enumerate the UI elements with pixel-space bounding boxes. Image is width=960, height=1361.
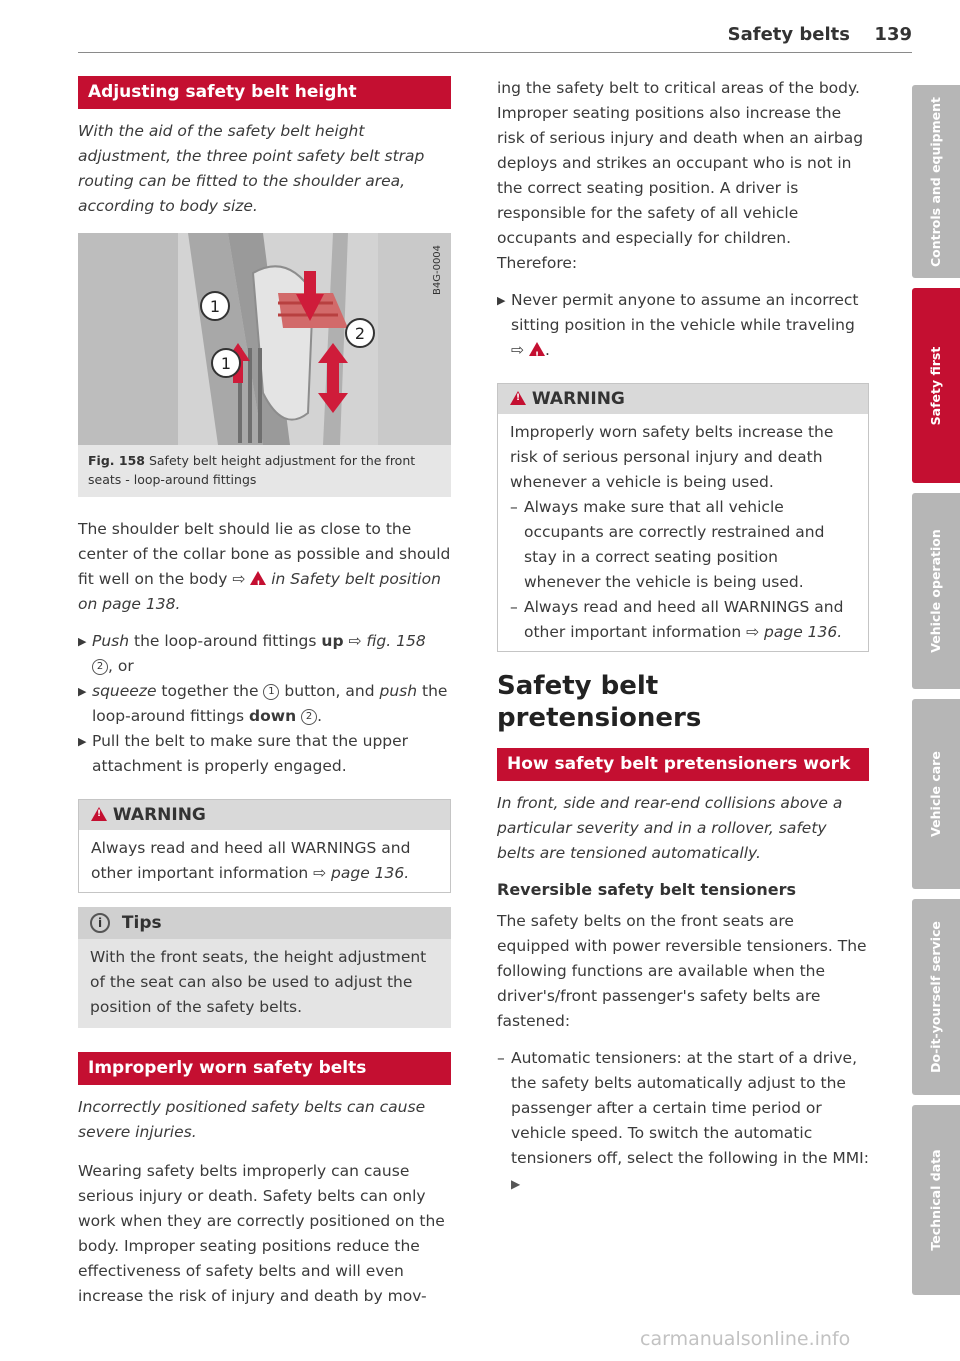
section-title-improperly-worn: Improperly worn safety belts [78,1052,451,1085]
step-arrow-icon: ▶ [497,294,506,307]
tips-body [78,939,451,1028]
step-text: the loop-around fittings [92,682,448,725]
page-reference-link[interactable]: ⇨ page 136. [313,864,410,882]
warning-body [498,414,868,651]
instruction-step: ▶ squeeze together the 1 button, and push the loop-around fittings down 2 . [78,679,451,729]
warning-triangle-icon [91,807,107,821]
warning-list-text: Always make sure that all vehicle occupants are correctly restrained and stay in a correct seating position whenever the vehicle is being used. [524,498,825,591]
callout-2-icon: 2 [92,659,108,675]
tab-label: Controls and equipment [928,96,943,267]
figure-callout-1a: 1 [209,297,221,316]
step-text: Pull the belt to make sure that the upper attachment is properly engaged. [92,732,409,775]
section-intro: Incorrectly positioned safety belts can cause severe injuries. [78,1098,426,1141]
belt-height-illustration [78,233,451,445]
page-header [78,24,912,56]
step-text: the loop-around fittings [134,632,317,650]
tips-box [78,907,451,1028]
figure-callout-1b: 1 [220,354,232,373]
step-text: down [249,707,297,725]
header-title: Safety belts [727,24,850,45]
header-rule [78,52,912,53]
warning-box [78,799,451,893]
warning-body [79,830,450,892]
body-paragraph: Wearing safety belts improperly can cause serious injury or death. Safety belts can only work when they are correctly positioned on the body. Improper seating positions reduce the effectiveness of safety belts and will even increase the risk of injury and death by mov- [78,1162,445,1305]
warning-title: WARNING [531,389,625,409]
tips-text: With the front seats, the height adjustment of the seat can also be used to adjust the position of the safety belts. [90,948,427,1016]
figure-number: Fig. 158 [88,453,145,468]
warning-list-item: – Always make sure that all vehicle occupants are correctly restrained and stay in a correct seating position whenever the vehicle is being used. [510,498,825,591]
figure-code: B4G-0004 [432,244,443,295]
tab-vehicle-operation[interactable] [912,493,960,689]
tab-label: Vehicle operation [928,529,943,653]
tips-title: Tips [121,913,162,933]
body-paragraph: The safety belts on the front seats are equipped with power reversible tensioners. The following functions are available when the driver's/front passenger's safety belts are fastened: [497,912,867,1030]
step-text: button, and [284,682,375,700]
tab-label: Vehicle care [928,751,943,837]
belt-position-paragraph [78,517,451,617]
warning-text: Improperly worn safety belts increase the risk of serious personal injury and death whenever a vehicle is being used. [510,423,834,491]
warning-list-item: – Always read and heed all WARNINGS and other important information ⇨ page 136. [510,598,844,641]
body-paragraph: ing the safety belt to critical areas of the body. Improper seating positions also increase the risk of serious injury and death when an airbag deploys and strikes an occupant who is not in the correct seating position. A driver is responsible for the safety of all vehicle occupants and especially for children. Therefore: [497,79,864,272]
left-column [78,76,451,1321]
step-text: Push [92,632,130,650]
warning-triangle-icon[interactable] [529,342,545,356]
section-title-pretensioners: How safety belt pretensioners work [497,748,869,781]
tab-technical-data[interactable] [912,1105,960,1295]
warning-text: Always read and heed all WARNINGS and other important information [91,839,411,882]
tab-label: Safety first [928,346,943,425]
tips-header [78,907,451,939]
section-intro: With the aid of the safety belt height adjustment, the three point safety belt strap routing can be fitted to the shoulder area, according to body size. [78,122,425,215]
tab-vehicle-care[interactable] [912,699,960,889]
page-number: 139 [874,24,912,45]
instruction-step [78,729,451,779]
step-text: Never permit anyone to assume an incorrect sitting position in the vehicle while traveling ⇨ [511,291,859,359]
instruction-step [78,629,451,679]
warning-title: WARNING [112,805,206,825]
info-icon: i [90,913,110,933]
tab-controls-equipment[interactable] [912,85,960,278]
tab-label: Do-it-yourself service [928,921,943,1073]
figure-reference-link[interactable]: ⇨ fig. 158 [348,632,426,650]
warning-header [79,800,450,830]
warning-box [497,383,869,652]
page-reference-link[interactable]: ⇨ page 136. [746,623,843,641]
tab-do-it-yourself[interactable] [912,899,960,1095]
step-text: up [321,632,344,650]
step-arrow-icon: ▶ [78,685,87,698]
step-arrow-icon: ▶ [78,735,87,748]
tab-label: Technical data [928,1149,943,1251]
callout-2-icon: 2 [301,709,317,725]
list-item: – Automatic tensioners: at the start of a drive, the safety belts automatically adjust to the passenger after a certain time period or vehicle speed. To switch the automatic tensioners off, select the following in the MMI: ▶ [497,1049,869,1191]
step-arrow-icon: ▶ [78,635,87,648]
step-text: push [379,682,418,700]
callout-1-icon: 1 [263,684,279,700]
warning-triangle-icon [250,571,266,585]
step-text: , or [108,657,134,675]
list-item-text: Automatic tensioners: at the start of a drive, the safety belts automatically adjust to the passenger after a certain time period or vehicle speed. To switch the automatic tensioners off, select the following in the MMI: [511,1049,869,1167]
warning-triangle-icon [510,391,526,405]
right-column [497,76,869,1197]
paragraph-text: The shoulder belt should lie as close to the center of the collar bone as possible and should fit well on the body ⇨ [78,520,451,588]
warning-header [498,384,868,414]
instruction-step: ▶ Never permit anyone to assume an incorrect sitting position in the vehicle while traveling ⇨ ! . [497,288,869,363]
figure-caption-text: Safety belt height adjustment for the front seats - loop-around fittings [88,453,416,487]
figure-caption [78,445,451,497]
figure-158 [78,233,451,497]
watermark: carmanualsonline.info [640,1328,851,1350]
chapter-title: Safety belt pretensioners [497,671,702,733]
subheading: Reversible safety belt tensioners [497,880,797,899]
cross-reference-link[interactable]: in Safety belt position on page 138. [78,570,441,613]
section-title-adjusting-height: Adjusting safety belt height [78,76,451,109]
warning-list-text: Always read and heed all WARNINGS and other important information [524,598,844,641]
step-text: together the [161,682,259,700]
section-intro: In front, side and rear-end collisions above a particular severity and in a rollover, safety belts are tensioned automatically. [497,794,843,862]
continue-arrow-icon: ▶ [511,1177,521,1191]
figure-callout-2: 2 [354,324,366,343]
step-text: squeeze [92,682,157,700]
tab-safety-first[interactable] [912,288,960,483]
